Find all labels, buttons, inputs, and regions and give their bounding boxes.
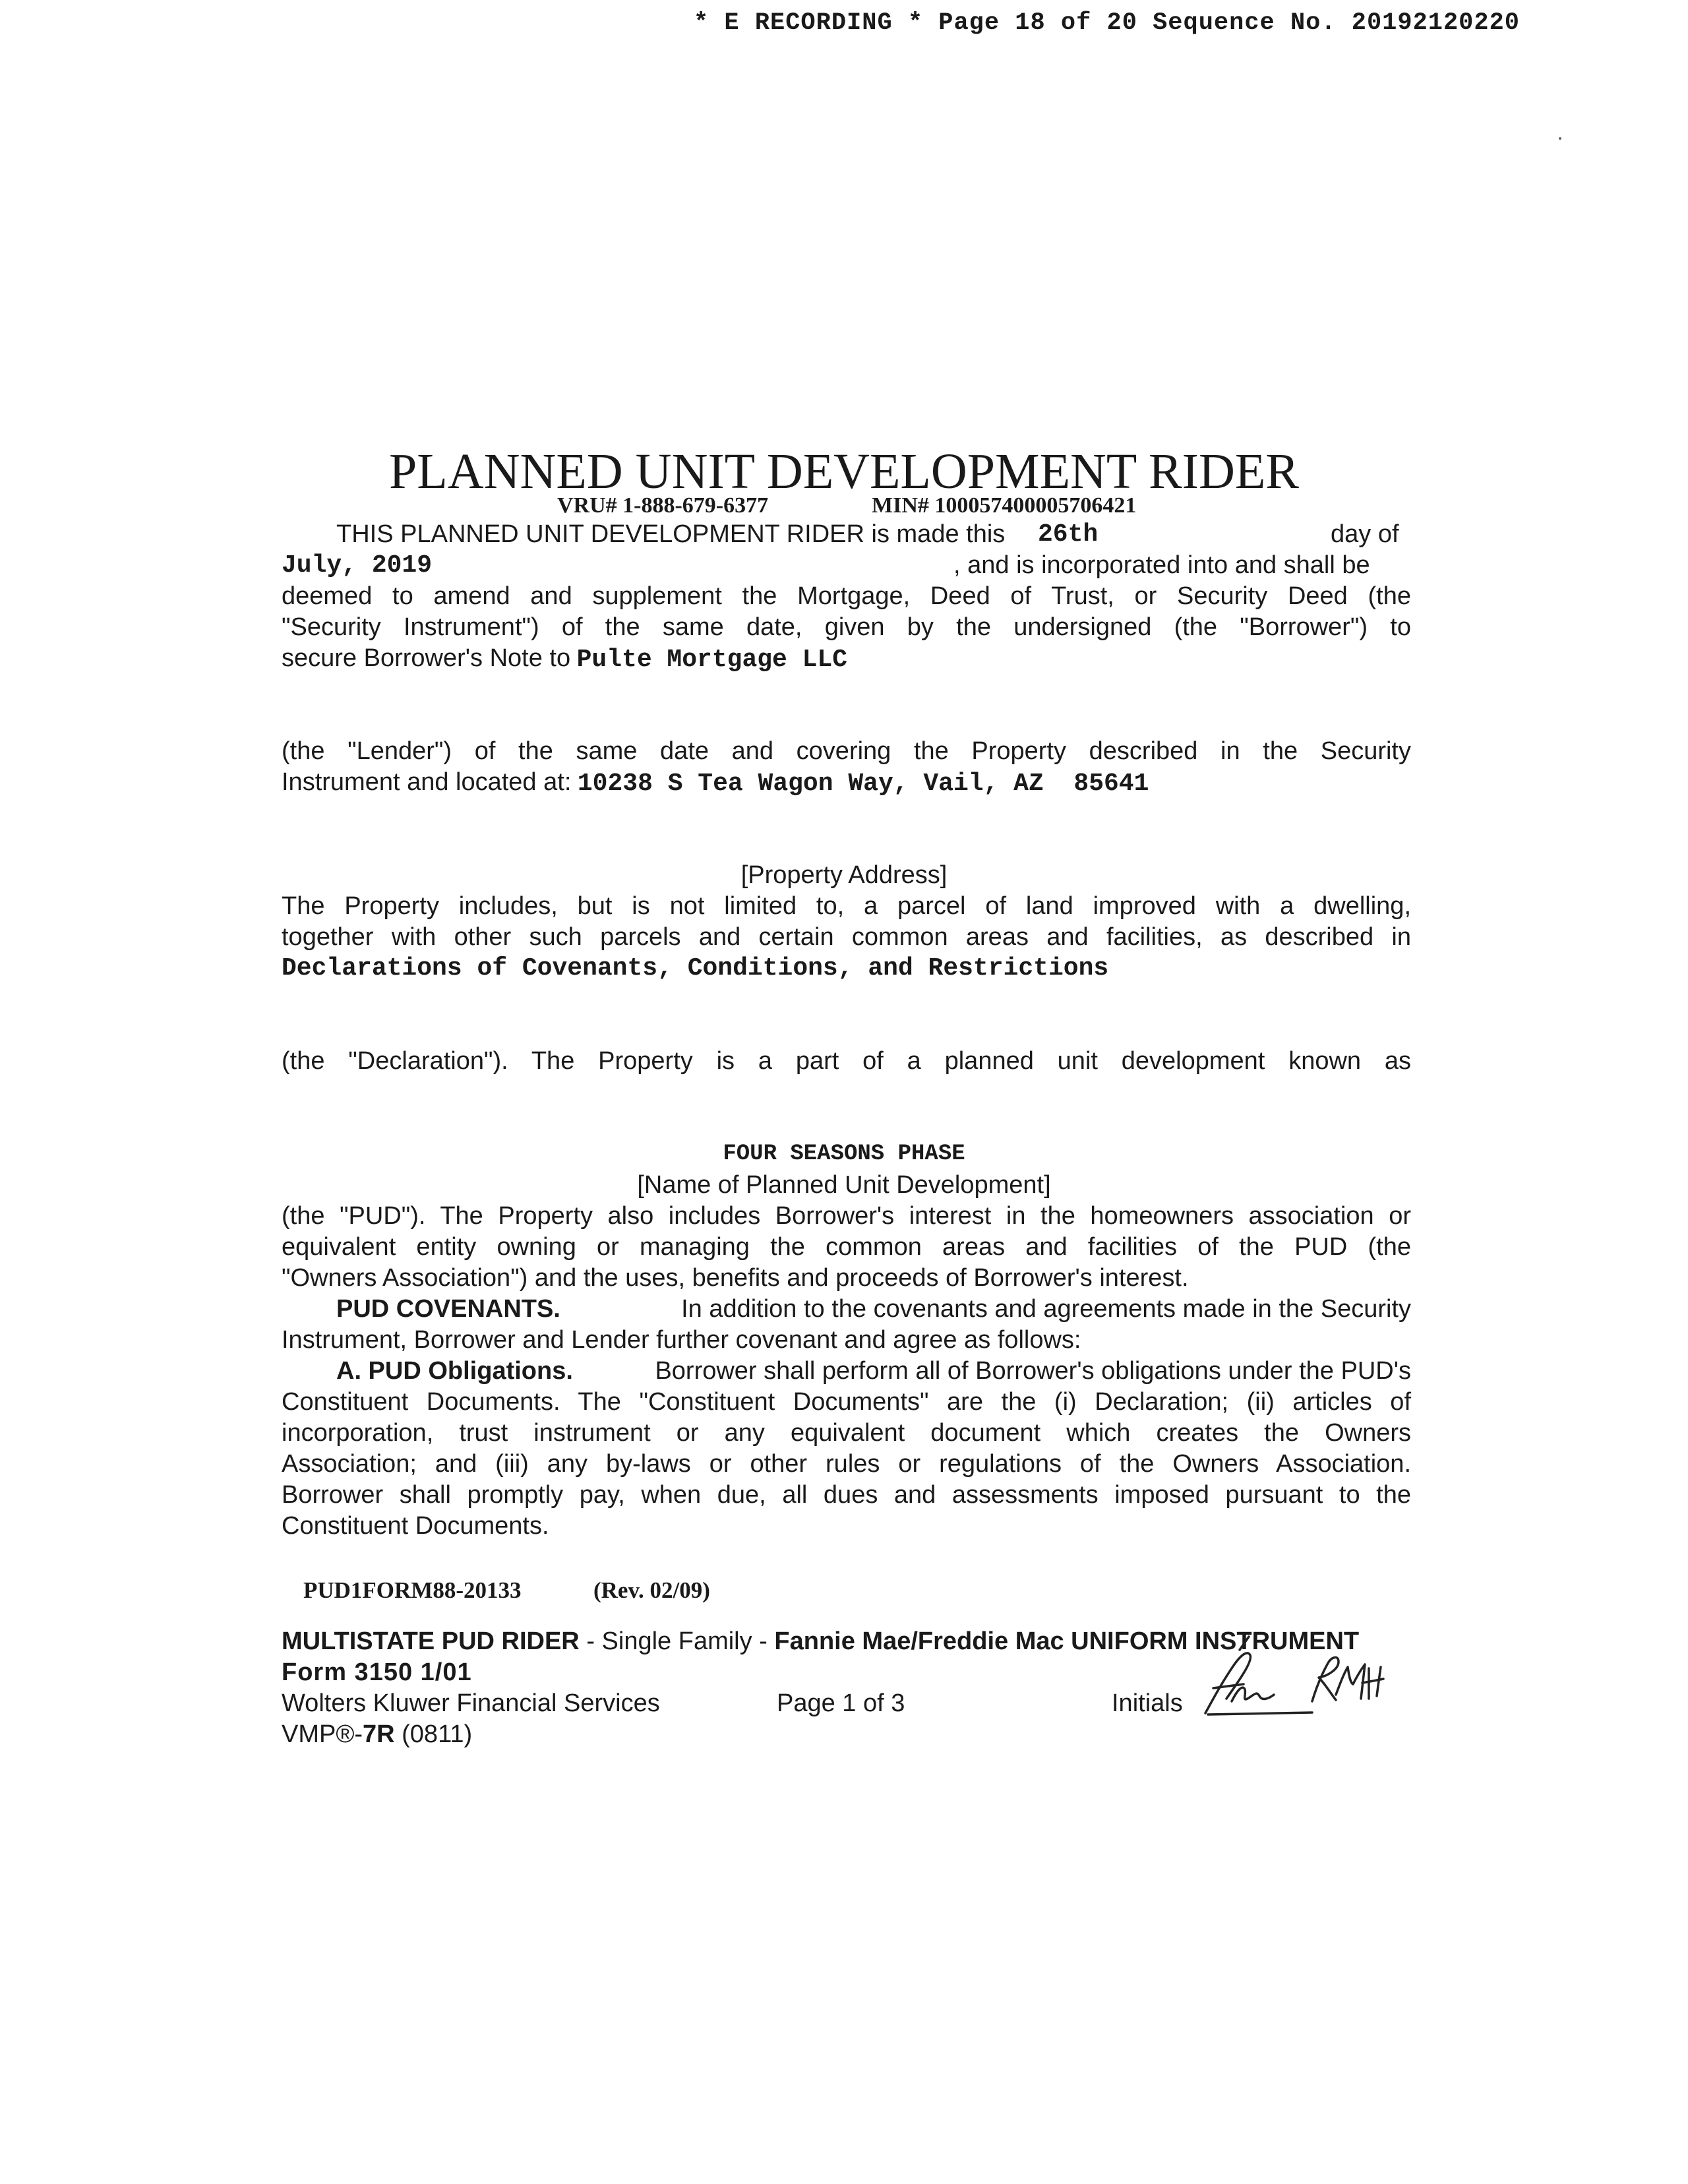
- obligation-a-line-3: incorporation, trust instrument or any equivalent document which creates the Owners: [282, 1419, 1411, 1447]
- intro-lead: THIS PLANNED UNIT DEVELOPMENT RIDER is made this: [336, 520, 1006, 548]
- multistate-label: MULTISTATE PUD RIDER: [282, 1627, 580, 1655]
- pud-name-caption: [Name of Planned Unit Development]: [637, 1171, 1051, 1199]
- vmp-form: 7R: [363, 1720, 395, 1748]
- uniform-instrument-label: Fannie Mae/Freddie Mac UNIFORM INSTRUMENT: [774, 1627, 1360, 1655]
- intro-line-3: deemed to amend and supplement the Mortgage, Deed of Trust, or Security Deed (the: [282, 582, 1411, 610]
- lender-name: Pulte Mortgage LLC: [576, 646, 848, 674]
- lender-line-2-lead: Instrument and located at:: [282, 768, 572, 796]
- declaration-name: Declarations of Covenants, Conditions, and Restrictions: [282, 954, 1109, 983]
- covenants-heading: PUD COVENANTS.: [336, 1295, 560, 1323]
- vmp-suffix: (0811): [402, 1720, 473, 1748]
- publisher: Wolters Kluwer Financial Services: [282, 1689, 660, 1717]
- obligation-a-line-4: Association; and (iii) any by-laws or other rules or regulations of the Owners Association.: [282, 1450, 1411, 1478]
- intro-line-5-lead: secure Borrower's Note to: [282, 644, 571, 672]
- covenants-line-1-rest: In addition to the covenants and agreements made in the Security: [681, 1295, 1411, 1323]
- vmp-code: [282, 1719, 472, 1750]
- vru-number: VRU# 1-888-679-6377: [557, 493, 769, 518]
- handwritten-initials: [1200, 1635, 1385, 1728]
- property-line-9: "Owners Association") and the uses, benefits and proceeds of Borrower's interest.: [282, 1264, 1189, 1292]
- lender-line-1: (the "Lender") of the same date and covering the Property described in the Security: [282, 737, 1411, 765]
- document-title: PLANNED UNIT DEVELOPMENT RIDER: [389, 444, 1299, 499]
- property-line-4: (the "Declaration"). The Property is a part of a planned unit development known as: [282, 1047, 1411, 1075]
- recording-stamp: * E RECORDING * Page 18 of 20 Sequence No. 20192120220: [694, 9, 1520, 37]
- vmp-prefix: VMP®-: [282, 1720, 363, 1748]
- obligation-a-heading: A. PUD Obligations.: [336, 1357, 573, 1385]
- property-line-1: The Property includes, but is not limited to, a parcel of land improved with a dwelling,: [282, 892, 1411, 920]
- obligation-a-line-6: Constituent Documents.: [282, 1512, 549, 1540]
- property-line-7: (the "PUD"). The Property also includes Borrower's interest in the homeowners association or: [282, 1202, 1411, 1230]
- intro-day: 26th: [1038, 520, 1099, 549]
- page-number: Page 1 of 3: [777, 1689, 905, 1717]
- covenants-line-1: [336, 1294, 1411, 1325]
- single-family-label: - Single Family -: [586, 1627, 768, 1655]
- property-line-8: equivalent entity owning or managing the common areas and facilities of the PUD (the: [282, 1233, 1411, 1261]
- intro-date-tail: , and is incorporated into and shall be: [953, 551, 1370, 579]
- property-line-2: together with other such parcels and certain common areas and facilities, as described in: [282, 923, 1411, 951]
- intro-day-of: day of: [1331, 520, 1399, 548]
- pud-name: FOUR SEASONS PHASE: [723, 1141, 965, 1167]
- intro-date: July, 2019: [282, 551, 433, 580]
- footer-line-1: [282, 1626, 1359, 1657]
- initials-label: Initials: [1112, 1689, 1183, 1717]
- lender-line-2: [282, 767, 1149, 799]
- obligation-a-line-1: [336, 1356, 1411, 1387]
- form-code: PUD1FORM88-20133: [303, 1577, 522, 1603]
- form-revision: (Rev. 02/09): [593, 1577, 710, 1603]
- min-number: MIN# 100057400005706421: [872, 493, 1137, 518]
- intro-line-5: [282, 643, 847, 675]
- property-address-caption: [Property Address]: [740, 861, 948, 889]
- scan-speck: [1559, 137, 1561, 140]
- covenants-line-2: Instrument, Borrower and Lender further covenant and agree as follows:: [282, 1326, 1081, 1354]
- property-address: 10238 S Tea Wagon Way, Vail, AZ 85641: [577, 770, 1149, 798]
- intro-line-4: "Security Instrument") of the same date, given by the undersigned (the "Borrower") to: [282, 613, 1411, 641]
- form-number: Form 3150 1/01: [282, 1658, 472, 1686]
- obligation-a-line-2: Constituent Documents. The "Constituent Documents" are the (i) Declaration; (ii) articles of: [282, 1388, 1411, 1416]
- obligation-a-line-1-rest: Borrower shall perform all of Borrower's obligations under the PUD's: [655, 1357, 1411, 1385]
- obligation-a-line-5: Borrower shall promptly pay, when due, all dues and assessments imposed pursuant to the: [282, 1481, 1411, 1509]
